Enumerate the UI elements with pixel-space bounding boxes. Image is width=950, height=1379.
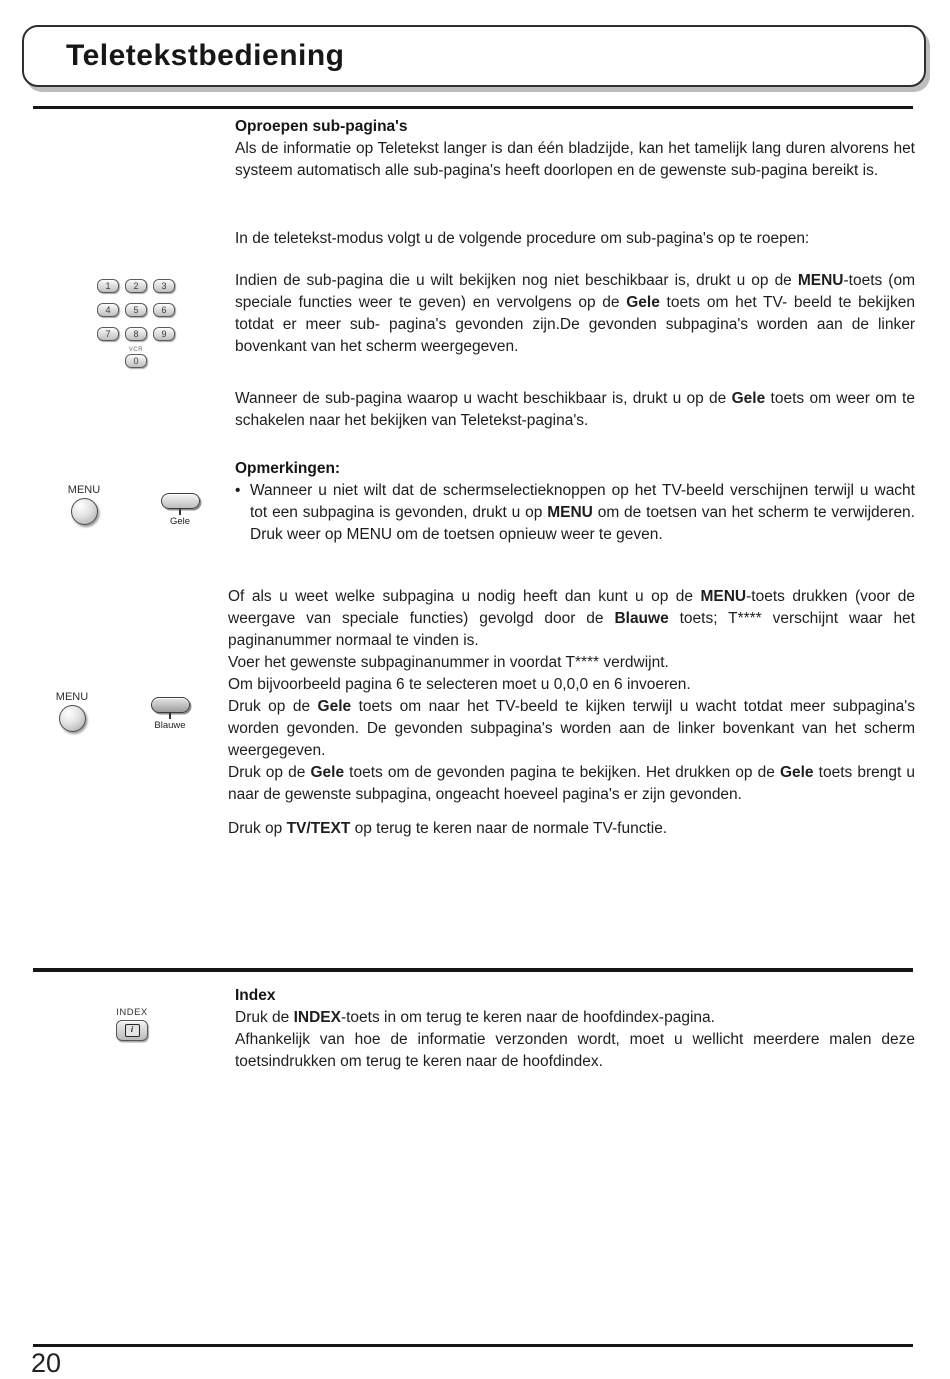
- notes-heading: Opmerkingen:: [235, 460, 341, 477]
- index-button-label: INDEX: [116, 1007, 148, 1018]
- keypad-zero-group: [97, 347, 175, 368]
- page-title: Teletekstbediening: [66, 39, 345, 72]
- index-info-icon: i: [125, 1024, 140, 1037]
- subpages-step2-paragraph: Wanneer de sub-pagina waarop u wacht beschikbaar is, drukt u op de Gele toets om weer om te schakelen naar het bekijken van Teletekst-pagina's.: [235, 390, 915, 429]
- keypad-button-0: 0: [125, 354, 147, 368]
- direct-paragraph-1: Of als u weet welke subpagina u nodig heeft dan kunt u op de MENU-toets drukken (voor de weergave van speciale functies) gevolgd door de Blauwe toets; T**** verschijnt waar het paginanummer normaal te vinden is.: [228, 588, 915, 649]
- tv-text-paragraph: Druk op TV/TEXT op terug te keren naar de normale TV-functie.: [228, 820, 668, 837]
- subpages-step1-paragraph: Indien de sub-pagina die u wilt bekijken nog niet beschikbaar is, drukt u op de MENU-toets (om speciale functies weer te geven) en vervolgens op de Gele toets om het TV- beeld te bekijken totdat er meer sub- pagina's gevonden zijn.De gevonden subpagina's worden aan de linker bovenkant van het scherm weergegeven.: [235, 272, 916, 355]
- subpages-heading: Oproepen sub-pagina's: [235, 118, 408, 135]
- blauwe-button-label: Blauwe: [154, 720, 186, 731]
- footer-divider: [33, 1344, 913, 1347]
- gele-button-label: Gele: [169, 516, 191, 527]
- subpages-intro-paragraph: Als de informatie op Teletekst langer is dan één bladzijde, kan het tamelijk lang duren alvorens het systeem automatisch alle sub-pagina's heeft doorlopen en de gewenste sub-pagina bereikt is.: [235, 140, 915, 179]
- notes-bullet-text: Wanneer u niet wilt dat de schermselectieknoppen op het TV-beeld verschijnen terwijl u wacht tot een subpagina is gevonden, drukt u op MENU om de toetsen van het scherm te verwijderen. Druk weer op MENU om de toetsen opnieuw weer te geven.: [250, 482, 915, 543]
- keypad-button-9: 9: [153, 327, 175, 341]
- index-button-illustration: [111, 1007, 153, 1041]
- menu-button-label: MENU: [67, 484, 101, 496]
- index-section-divider: [33, 968, 913, 972]
- direct-paragraph-2: Voer het gewenste subpaginanummer in voordat T**** verdwijnt.: [228, 654, 669, 671]
- gele-button-illustration: [158, 493, 202, 527]
- keypad-button-2: 2: [125, 279, 147, 293]
- keypad-button-7: 7: [97, 327, 119, 341]
- direct-paragraph-3: Om bijvoorbeeld pagina 6 te selecteren moet u 0,0,0 en 6 invoeren.: [228, 676, 691, 693]
- direct-paragraph-4: Druk op de Gele toets om naar het TV-beeld te kijken terwijl u wacht totdat meer subpagina's worden gevonden. De gevonden subpagina's worden aan de linker bovenkant van het scherm weergegeven.: [228, 698, 915, 759]
- keypad-row-2: [97, 303, 175, 317]
- gele-button-icon: [161, 493, 200, 509]
- keypad-button-3: 3: [153, 279, 175, 293]
- menu-button-illustration-2: [54, 691, 90, 732]
- page-title-box: [22, 25, 926, 87]
- numeric-keypad-illustration: [97, 279, 175, 368]
- menu-button-label: MENU: [55, 691, 89, 703]
- gele-pointer-line: [179, 509, 181, 515]
- subpages-procedure-note: In de teletekst-modus volgt u de volgende procedure om sub-pagina's op te roepen:: [235, 230, 810, 247]
- keypad-button-4: 4: [97, 303, 119, 317]
- keypad-button-1: 1: [97, 279, 119, 293]
- menu-button-icon: [71, 498, 98, 525]
- menu-button-illustration-1: [66, 484, 102, 525]
- keypad-row-3: [97, 327, 175, 341]
- menu-button-icon: [59, 705, 86, 732]
- page-number: 20: [31, 1348, 62, 1378]
- blauwe-button-illustration: [148, 697, 192, 731]
- direct-paragraph-5: Druk op de Gele toets om de gevonden pagina te bekijken. Het drukken op de Gele toets brengt u naar de gewenste subpagina, ongeacht hoeveel pagina's er zijn gevonden.: [228, 764, 915, 803]
- bullet-marker: •: [235, 482, 241, 499]
- keypad-button-5: 5: [125, 303, 147, 317]
- index-paragraph-2: Afhankelijk van hoe de informatie verzonden wordt, moet u wellicht meerdere malen deze toetsindrukken om terug te keren naar de hoofdindex.: [235, 1031, 915, 1070]
- notes-bullet-item: [235, 480, 915, 546]
- keypad-button-8: 8: [125, 327, 147, 341]
- blauwe-pointer-line: [169, 713, 171, 719]
- keypad-row-1: [97, 279, 175, 293]
- index-paragraph-1: Druk de INDEX-toets in om terug te keren naar de hoofdindex-pagina.: [235, 1009, 715, 1026]
- index-heading: Index: [235, 987, 276, 1004]
- direct-selection-block: [228, 586, 915, 806]
- header-divider: [33, 106, 913, 109]
- index-button-icon: [116, 1020, 148, 1041]
- vcr-label: VCR: [128, 347, 144, 353]
- keypad-button-6: 6: [153, 303, 175, 317]
- blauwe-button-icon: [151, 697, 190, 713]
